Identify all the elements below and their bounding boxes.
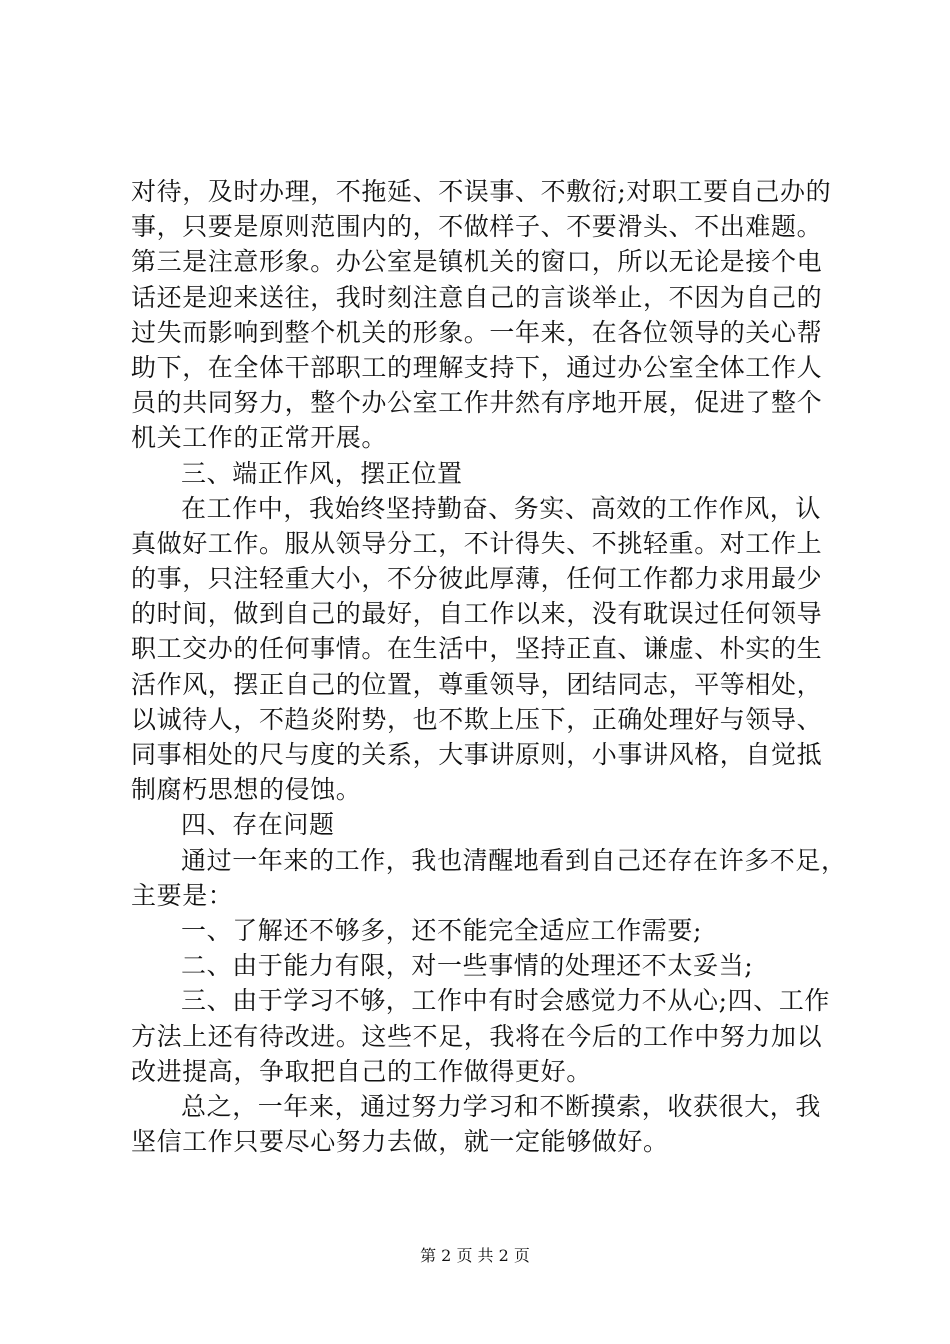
text-line: 话还是迎来送往，我时刻注意自己的言谈举止，不因为自己的 bbox=[131, 282, 823, 312]
text-line: 四、存在问题 bbox=[181, 810, 335, 840]
text-line: 员的共同努力，整个办公室工作井然有序地开展，促进了整个 bbox=[131, 388, 823, 418]
text-line: 三、由于学习不够，工作中有时会感觉力不从心;四、工作 bbox=[181, 986, 831, 1016]
text-line: 对待，及时办理，不拖延、不误事、不敷衍;对职工要自己办的 bbox=[131, 177, 832, 206]
page-footer: 第 2 页 共 2 页 bbox=[420, 1246, 530, 1265]
text-line: 助下，在全体干部职工的理解支持下，通过办公室全体工作人 bbox=[131, 352, 823, 382]
text-line: 三、端正作风，摆正位置 bbox=[181, 458, 463, 488]
text-line: 过失而影响到整个机关的形象。一年来，在各位领导的关心帮 bbox=[131, 317, 823, 347]
text-line: 方法上还有待改进。这些不足，我将在今后的工作中努力加以 bbox=[131, 1021, 823, 1051]
text-line: 制腐朽思想的侵蚀。 bbox=[131, 775, 362, 805]
text-line: 同事相处的尺与度的关系，大事讲原则，小事讲风格，自觉抵 bbox=[131, 740, 823, 769]
document-body bbox=[131, 174, 847, 1159]
text-line: 的时间，做到自己的最好，自工作以来，没有耽误过任何领导 bbox=[131, 599, 823, 629]
text-line: 二、由于能力有限，对一些事情的处理还不太妥当; bbox=[181, 951, 754, 981]
text-line: 总之，一年来，通过努力学习和不断摸索，收获很大，我 bbox=[181, 1091, 822, 1121]
text-line: 活作风，摆正自己的位置，尊重领导，团结同志，平等相处， bbox=[131, 669, 823, 699]
text-line: 事，只要是原则范围内的，不做样子、不要滑头、不出难题。 bbox=[131, 212, 823, 242]
text-line: 真做好工作。服从领导分工，不计得失、不挑轻重。对工作上 bbox=[131, 528, 823, 558]
text-line: 改进提高，争取把自己的工作做得更好。 bbox=[131, 1056, 592, 1086]
text-line: 坚信工作只要尽心努力去做，就一定能够做好。 bbox=[131, 1127, 669, 1157]
text-line: 通过一年来的工作，我也清醒地看到自己还存在许多不足， bbox=[181, 845, 847, 875]
text-line: 在工作中，我始终坚持勤奋、务实、高效的工作作风，认 bbox=[181, 493, 822, 523]
text-line: 主要是： bbox=[131, 880, 234, 910]
text-line: 的事，只注轻重大小，不分彼此厚薄，任何工作都力求用最少 bbox=[131, 564, 823, 594]
text-line: 一、了解还不够多，还不能完全适应工作需要; bbox=[181, 915, 703, 945]
text-line: 职工交办的任何事情。在生活中，坚持正直、谦虚、朴实的生 bbox=[131, 634, 823, 664]
text-line: 机关工作的正常开展。 bbox=[131, 423, 388, 453]
text-line: 以诚待人，不趋炎附势，也不欺上压下，正确处理好与领导、 bbox=[131, 704, 823, 734]
text-line: 第三是注意形象。办公室是镇机关的窗口，所以无论是接个电 bbox=[131, 247, 823, 277]
